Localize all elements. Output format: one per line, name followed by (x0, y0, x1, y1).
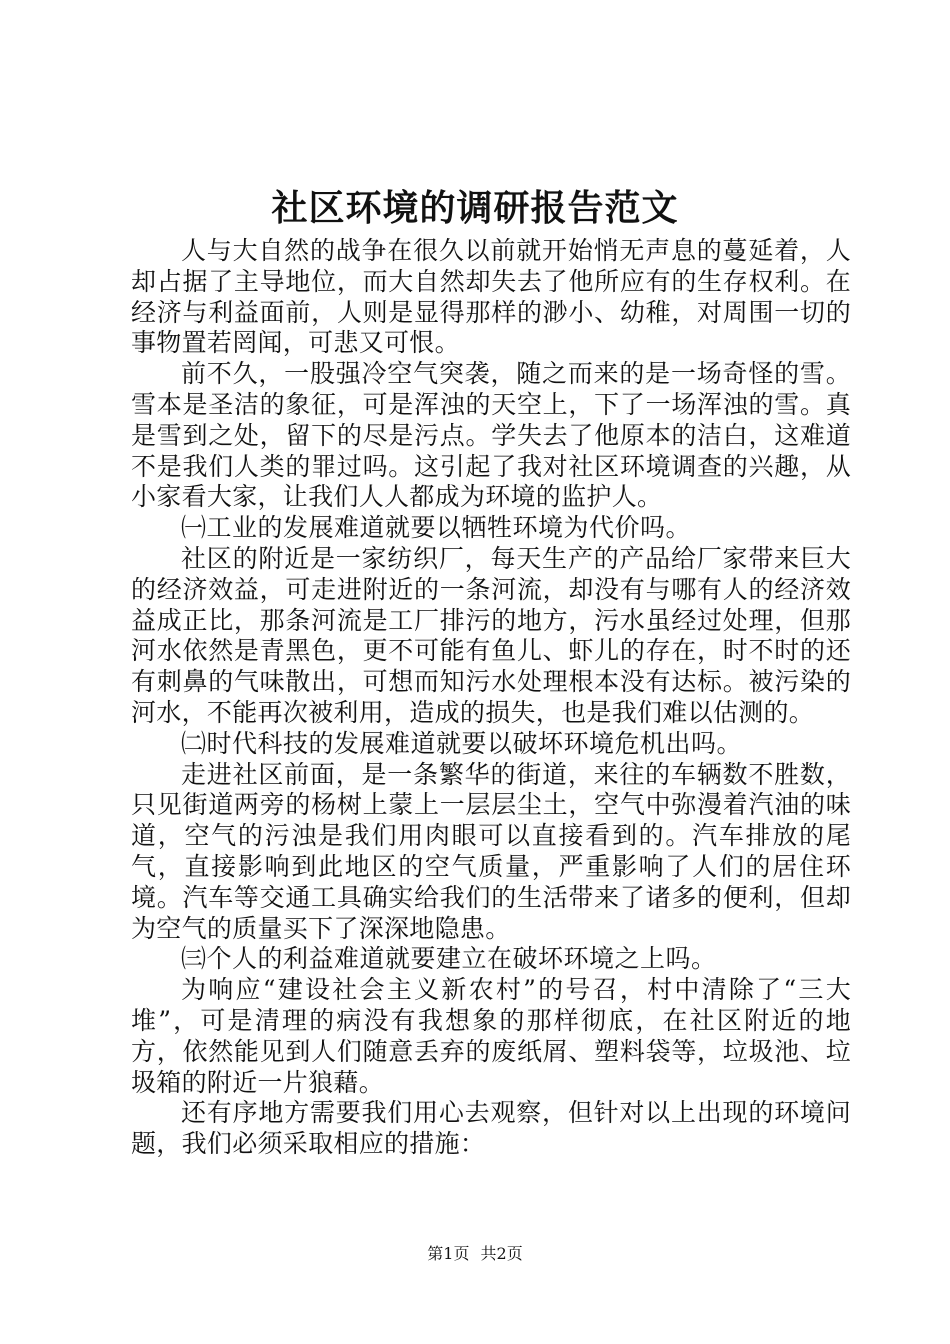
page-footer (0, 1243, 950, 1265)
section-heading-personal-interest: ㈢个人的利益难道就要建立在破坏环境之上吗。 (181, 944, 717, 974)
section-heading-technology: ㈡时代科技的发展难道就要以破坏环境危机出吗。 (181, 728, 743, 758)
paragraph-personal-interest: 为响应“建设社会主义新农村”的号召，村中清除了“三大堆”，可是清理的病没有我想象的那样彻底，在社区附近的地方，依然能见到人们随意丢弃的废纸屑、塑料袋等，垃圾池、垃圾箱的附近一片狼藉。 (131, 975, 851, 1097)
document-body (131, 236, 851, 1160)
paragraph-measures: 还有序地方需要我们用心去观察，但针对以上出现的环境问题，我们必须采取相应的措施： (131, 1098, 851, 1159)
page-number: 第1页 (427, 1244, 470, 1263)
section-heading-industry: ㈠工业的发展难道就要以牺牲环境为代价吗。 (181, 513, 692, 543)
page-total: 共2页 (480, 1244, 523, 1263)
paragraph-snow: 前不久，一股强冷空气突袭，随之而来的是一场奇怪的雪。雪本是圣洁的象征，可是浑浊的天空上，下了一场浑浊的雪。真是雪到之处，留下的尽是污点。学失去了他原本的洁白，这难道不是我们人类的罪过吗。这引起了我对社区环境调查的兴趣，从小家看大家，让我们人人都成为环境的监护人。 (131, 359, 851, 512)
paragraph-technology: 走进社区前面，是一条繁华的街道，来往的车辆数不胜数，只见街道两旁的杨树上蒙上一层层尘土，空气中弥漫着汽油的味道，空气的污浊是我们用肉眼可以直接看到的。汽车排放的尾气，直接影响到此地区的空气质量，严重影响了人们的居住环境。汽车等交通工具确实给我们的生活带来了诸多的便利，但却为空气的质量买下了深深地隐患。 (131, 759, 851, 943)
document-title: 社区环境的调研报告范文 (271, 187, 679, 229)
paragraph-intro: 人与大自然的战争在很久以前就开始悄无声息的蔓延着，人却占据了主导地位，而大自然却失去了他所应有的生存权利。在经济与利益面前，人则是显得那样的渺小、幼稚，对周围一切的事物置若罔闻，可悲又可恨。 (131, 236, 851, 358)
paragraph-industry: 社区的附近是一家纺织厂，每天生产的产品给厂家带来巨大的经济效益，可走进附近的一条河流，却没有与哪有人的经济效益成正比，那条河流是工厂排污的地方，污水虽经过处理，但那河水依然是青黑色，更不可能有鱼儿、虾儿的存在，时不时的还有刺鼻的气味散出，可想而知污水处理根本没有达标。被污染的河水，不能再次被利用，造成的损失，也是我们难以估测的。 (131, 543, 851, 727)
